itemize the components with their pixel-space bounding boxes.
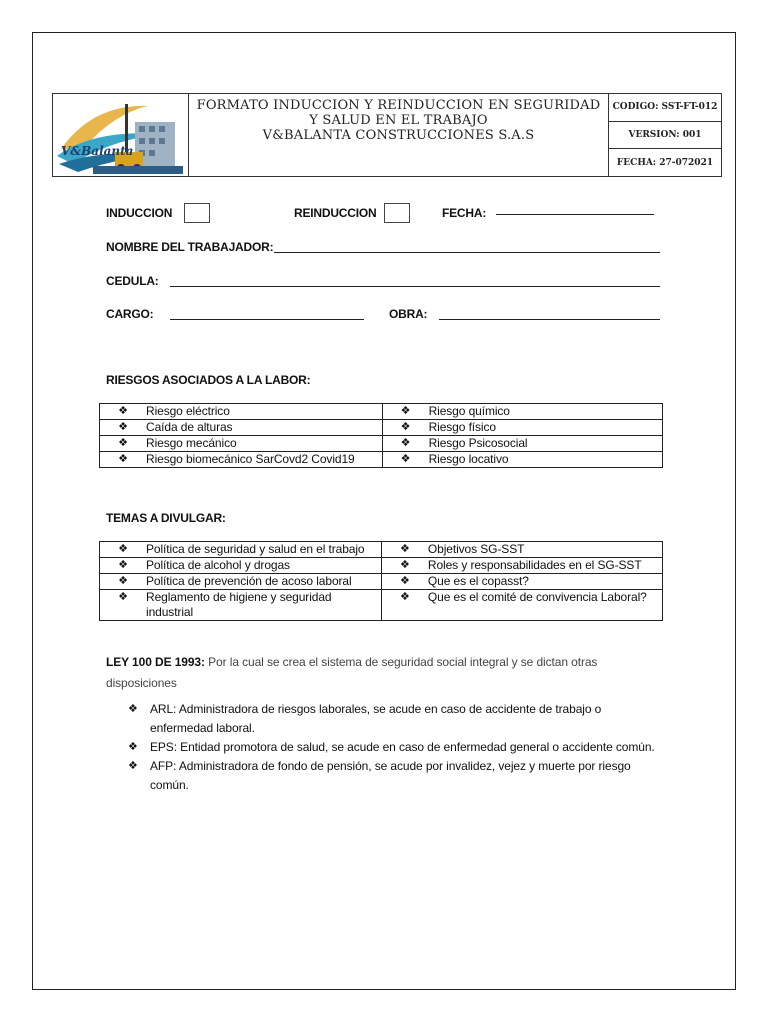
tema-item-text: Que es el copasst? — [427, 574, 529, 588]
fecha-cell: FECHA: 27-072021 — [616, 157, 714, 168]
tema-cell — [381, 558, 662, 574]
bullet-icon: ❖ — [400, 421, 411, 433]
tema-row — [100, 558, 663, 574]
riesgo-item-text: Riesgo locativo — [428, 452, 509, 466]
tema-item-text: Reglamento de higiene y seguridad industrial — [146, 590, 332, 619]
logo-text: V&Balanta — [61, 144, 134, 158]
tema-cell — [381, 590, 662, 621]
cargo-label: CARGO: — [106, 307, 154, 321]
company-logo — [53, 94, 189, 176]
entidad-text: AFP: Administradora de fondo de pensión, se acude por invalidez, vejez y muerte por riesgo común. — [150, 759, 631, 792]
cedula-label: CEDULA: — [106, 274, 159, 288]
bullet-icon: ❖ — [399, 559, 410, 571]
ley-title: LEY 100 DE 1993: — [106, 655, 205, 669]
bullet-icon: ❖ — [400, 437, 411, 449]
riesgo-item-text: Riesgo mecánico — [146, 436, 237, 450]
riesgos-heading: RIESGOS ASOCIADOS A LA LABOR: — [106, 373, 311, 387]
tema-cell — [100, 558, 382, 574]
logo-graphic — [53, 94, 188, 176]
entidad-item — [128, 738, 658, 757]
entidad-text: ARL: Administradora de riesgos laborales, se acude en caso de accidente de trabajo o enfermedad laboral. — [150, 702, 602, 735]
riesgo-item-text: Riesgo eléctrico — [146, 404, 230, 418]
document-codes — [609, 94, 721, 176]
entidad-item — [128, 757, 658, 795]
tema-item-text: Que es el comité de convivencia Laboral? — [427, 590, 647, 604]
riesgo-cell — [100, 420, 383, 436]
induccion-label: INDUCCION — [106, 206, 173, 220]
bullet-icon: ❖ — [128, 741, 138, 753]
version-cell: VERSION: 001 — [609, 122, 721, 150]
riesgo-item-text: Riesgo físico — [428, 420, 496, 434]
tema-item-text: Objetivos SG-SST — [427, 542, 525, 556]
riesgo-cell — [100, 404, 383, 420]
bullet-icon: ❖ — [118, 453, 128, 465]
riesgo-cell — [100, 452, 383, 468]
cargo-field[interactable] — [170, 319, 364, 320]
bullet-icon: ❖ — [118, 421, 128, 433]
tema-cell — [100, 590, 382, 621]
fecha-label: FECHA: — [442, 206, 487, 220]
bullet-icon: ❖ — [118, 543, 128, 555]
riesgo-item-text: Riesgo químico — [428, 404, 510, 418]
riesgo-cell — [100, 436, 383, 452]
tema-cell — [381, 542, 662, 558]
bullet-icon: ❖ — [118, 559, 128, 571]
cedula-field[interactable] — [170, 286, 660, 287]
tema-item-text: Política de seguridad y salud en el trabajo — [146, 542, 365, 556]
tema-row — [100, 590, 663, 621]
riesgo-item-text: Riesgo Psicosocial — [428, 436, 528, 450]
bullet-icon: ❖ — [128, 703, 138, 715]
ley-text: Por la cual se crea el sistema de seguridad social integral y se dictan otras disposiciones — [106, 655, 598, 690]
bullet-icon: ❖ — [118, 591, 128, 603]
document-header — [52, 93, 722, 177]
obra-label: OBRA: — [389, 307, 428, 321]
entidad-text: EPS: Entidad promotora de salud, se acude en caso de enfermedad general o accidente común. — [150, 740, 655, 754]
riesgo-cell — [382, 452, 662, 468]
temas-heading: TEMAS A DIVULGAR: — [106, 511, 226, 525]
bullet-icon: ❖ — [128, 760, 138, 772]
title-line-2: Y SALUD EN EL TRABAJO — [309, 113, 488, 128]
temas-table — [99, 541, 663, 621]
riesgos-table — [99, 403, 663, 468]
bullet-icon: ❖ — [399, 591, 410, 603]
bullet-icon: ❖ — [399, 543, 410, 555]
ley-paragraph — [106, 652, 666, 694]
bullet-icon: ❖ — [118, 405, 128, 417]
bullet-icon: ❖ — [399, 575, 410, 587]
reinduccion-label: REINDUCCION — [294, 206, 377, 220]
tema-cell — [381, 574, 662, 590]
riesgo-item-text: Caída de alturas — [146, 420, 233, 434]
riesgo-item-text: Riesgo biomecánico SarCovd2 Covid19 — [146, 452, 355, 466]
tema-cell — [100, 542, 382, 558]
bullet-icon: ❖ — [118, 437, 128, 449]
entidad-item — [128, 700, 658, 738]
riesgo-cell — [382, 436, 662, 452]
reinduccion-checkbox[interactable] — [384, 203, 410, 223]
induccion-checkbox[interactable] — [184, 203, 210, 223]
bullet-icon: ❖ — [400, 405, 411, 417]
tema-row — [100, 574, 663, 590]
tema-cell — [100, 574, 382, 590]
tema-item-text: Política de alcohol y drogas — [146, 558, 290, 572]
riesgo-row — [100, 420, 663, 436]
tema-row — [100, 542, 663, 558]
riesgo-row — [100, 404, 663, 420]
riesgo-row — [100, 436, 663, 452]
nombre-label: NOMBRE DEL TRABAJADOR: — [106, 240, 274, 254]
nombre-field[interactable] — [274, 252, 660, 253]
tema-item-text: Roles y responsabilidades en el SG-SST — [427, 558, 642, 572]
riesgo-row — [100, 452, 663, 468]
obra-field[interactable] — [439, 319, 660, 320]
document-title — [189, 94, 609, 176]
bullet-icon: ❖ — [400, 453, 411, 465]
riesgo-cell — [382, 404, 662, 420]
fecha-field[interactable] — [496, 214, 654, 215]
title-line-1: FORMATO INDUCCION Y REINDUCCION EN SEGURIDAD — [196, 98, 601, 113]
tema-item-text: Política de prevención de acoso laboral — [146, 574, 352, 588]
entidades-list — [128, 700, 658, 795]
title-line-3: V&BALANTA CONSTRUCCIONES S.A.S — [262, 128, 535, 143]
riesgo-cell — [382, 420, 662, 436]
bullet-icon: ❖ — [118, 575, 128, 587]
codigo-cell: CODIGO: SST-FT-012 — [609, 94, 721, 122]
